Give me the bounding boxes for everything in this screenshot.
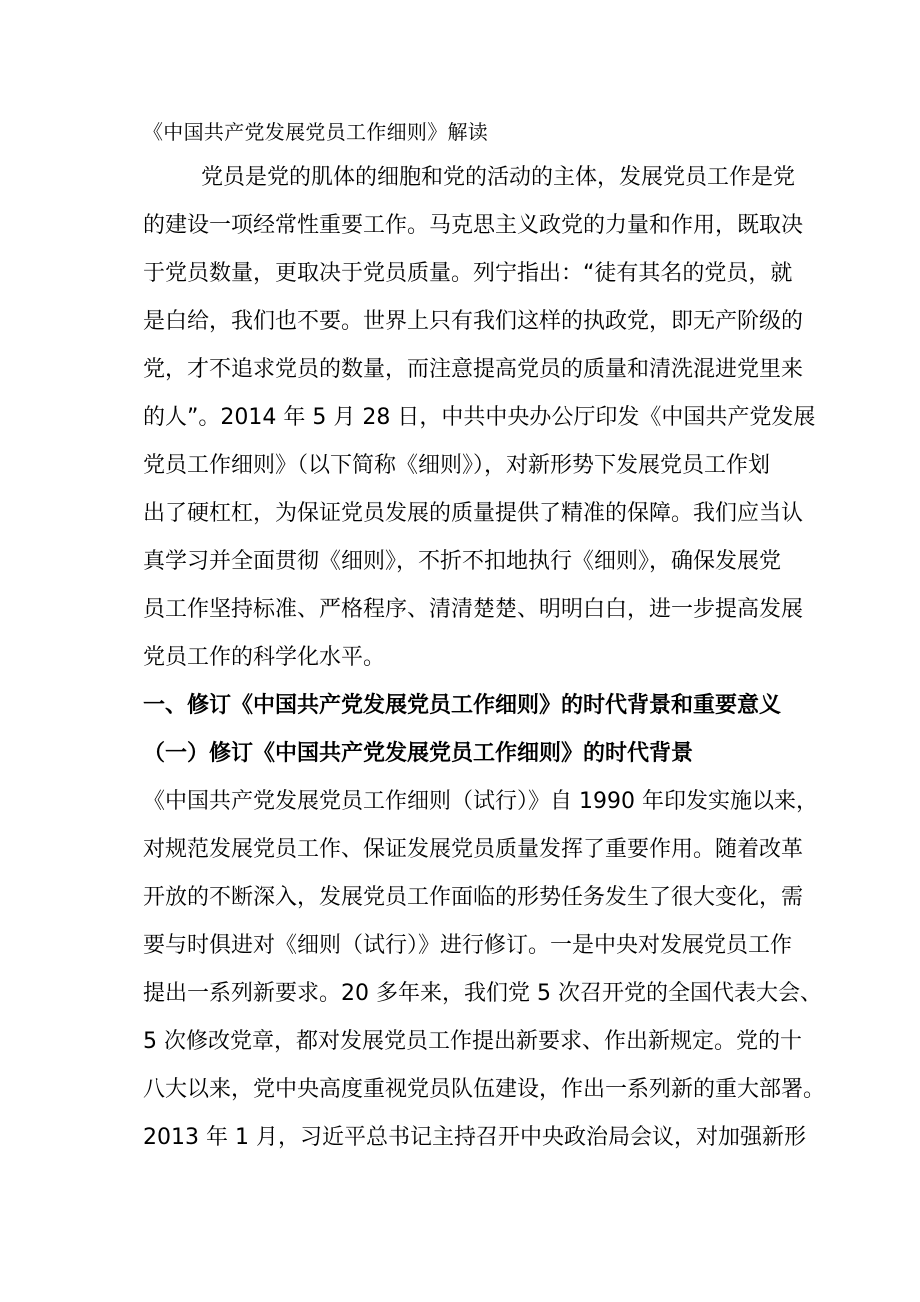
- intro-line: 党，才不追求党员的数量，而注意提高党员的质量和清洗混进党里来: [143, 357, 804, 382]
- intro-line: 党员是党的肌体的细胞和党的活动的主体，发展党员工作是党: [201, 165, 796, 190]
- intro-line: 员工作坚持标准、严格程序、清清楚楚、明明白白，进一步提高发展: [143, 597, 804, 622]
- document-body: [143, 113, 826, 1162]
- document-title: 《中国共产党发展党员工作细则》解读: [143, 120, 489, 144]
- intro-line: 的建设一项经常性重要工作。马克思主义政党的力量和作用，既取决: [143, 213, 804, 238]
- intro-line: 于党员数量，更取决于党员质量。列宁指出：“徒有其名的党员，就: [143, 261, 793, 286]
- body-line: 开放的不断深入，发展党员工作面临的形势任务发生了很大变化，需: [143, 885, 804, 910]
- intro-paragraph: [143, 154, 816, 682]
- body-line: 5 次修改党章，都对发展党员工作提出新要求、作出新规定。党的十: [143, 1029, 802, 1054]
- body-line: 八大以来，党中央高度重视党员队伍建设，作出一系列新的重大部署。: [143, 1077, 826, 1102]
- intro-line: 真学习并全面贯彻《细则》，不折不扣地执行《细则》，确保发展党: [143, 549, 782, 574]
- body-line: 要与时俱进对《细则（试行）》进行修订。一是中央对发展党员工作: [143, 933, 793, 958]
- body-line: 提出一系列新要求。20 多年来，我们党 5 次召开党的全国代表大会、: [143, 981, 822, 1006]
- body-line: 对规范发展党员工作、保证发展党员质量发挥了重要作用。随着改革: [143, 837, 804, 862]
- subsection-heading: （一）修订《中国共产党发展党员工作细则》的时代背景: [143, 741, 694, 766]
- body-line: 《中国共产党发展党员工作细则（试行）》自 1990 年印发实施以来，: [143, 789, 818, 814]
- intro-line: 是白给，我们也不要。世界上只有我们这样的执政党，即无产阶级的: [143, 309, 804, 334]
- intro-line: 出了硬杠杠，为保证党员发展的质量提供了精准的保障。我们应当认: [143, 501, 804, 526]
- intro-line: 的人”。2014 年 5 月 28 日，中共中央办公厅印发《中国共产党发展: [143, 405, 816, 430]
- section-heading: 一、修订《中国共产党发展党员工作细则》的时代背景和重要意义: [143, 693, 782, 718]
- body-line: 2013 年 1 月，习近平总书记主持召开中央政治局会议，对加强新形: [143, 1125, 806, 1150]
- body-paragraph: [143, 778, 826, 1162]
- intro-line: 党员工作的科学化水平。: [143, 645, 386, 670]
- intro-line: 党员工作细则》（以下简称《细则》），对新形势下发展党员工作划: [143, 453, 771, 478]
